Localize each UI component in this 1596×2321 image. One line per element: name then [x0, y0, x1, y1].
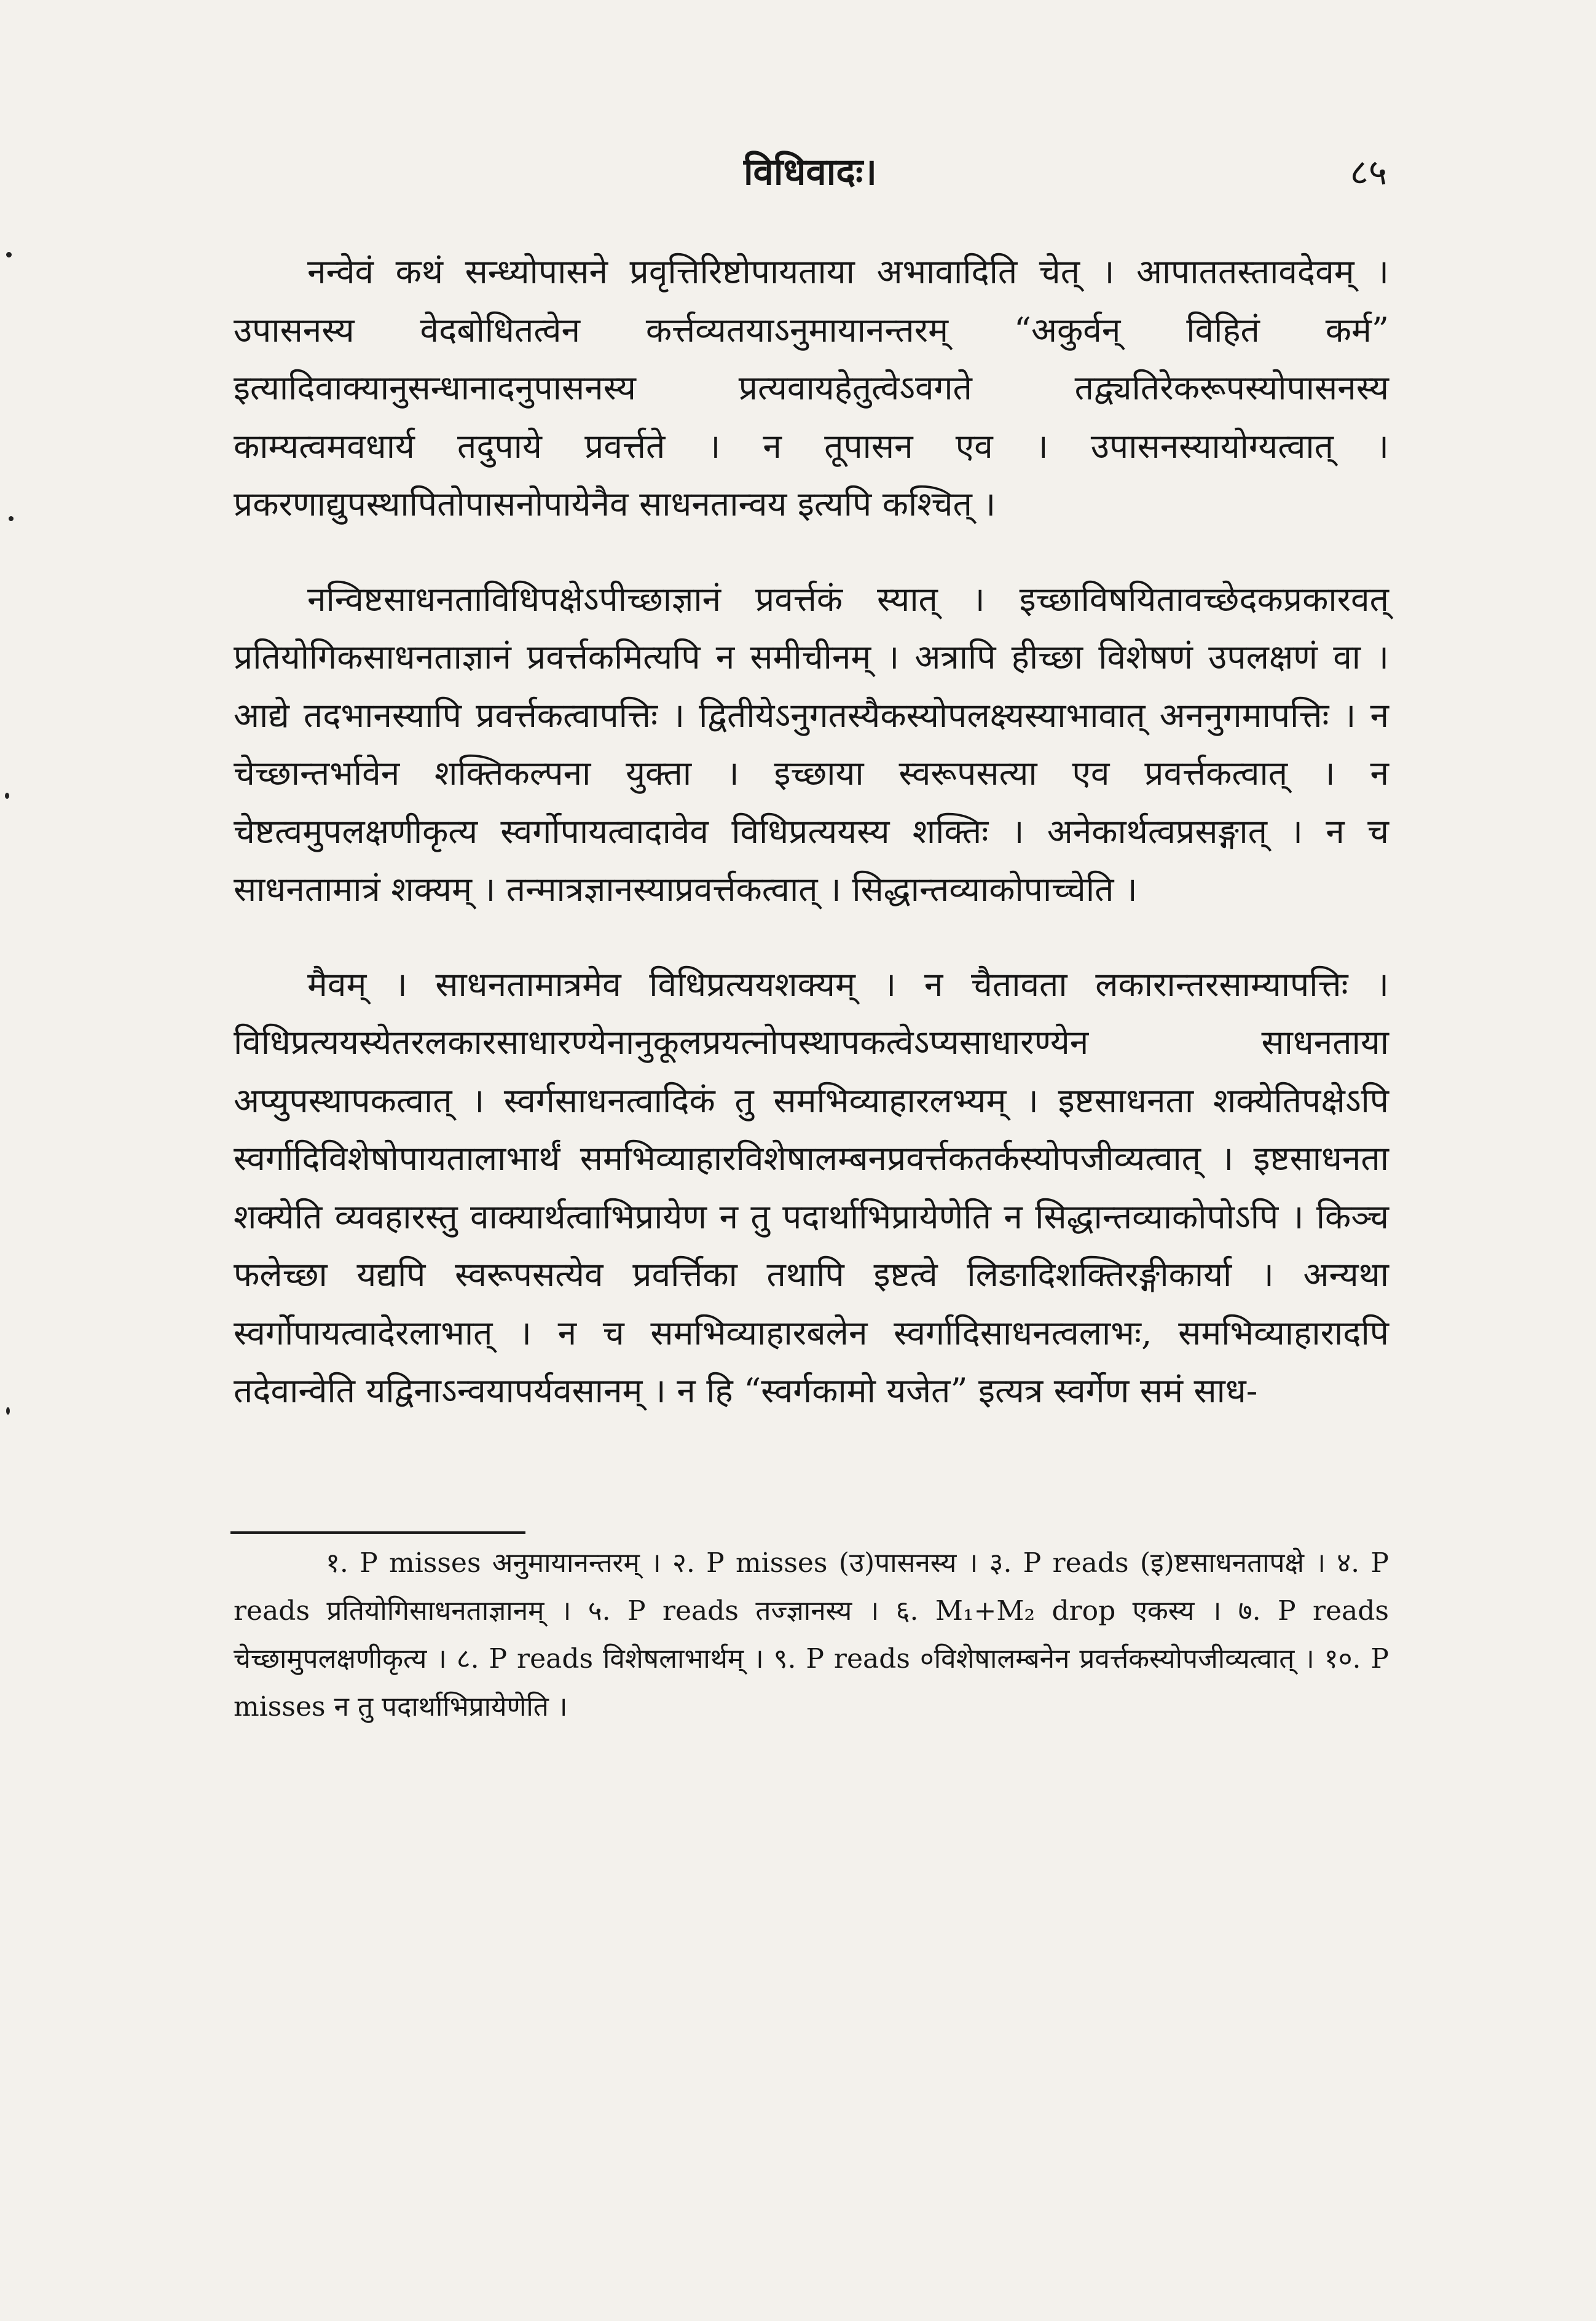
running-title: विधिवादः।	[744, 151, 877, 194]
margin-speck	[6, 1407, 10, 1415]
footnote-text: १. P misses अनुमायानन्तरम् । २. P misses (उ)पासनस्य । ३. P reads (इ)ष्टसाधनतापक्षे । ४. P reads प्रतियोगिसाधनताज्ञानम् । ५. P reads तज्ज्ञानस्य । ६. M₁+M₂ drop एकस्य । ७. P reads चेच्छामुपलक्षणीकृत्य । ८. P reads विशेषलाभार्थम् । ९. P reads ०विशेषालम्बनेन प्रवर्त्तकस्योपजीव्यत्वात् । १०. P misses न तु पदार्थाभिप्रायेणेति ।	[234, 1547, 1389, 1722]
paragraph-1: नन्वेवं कथं सन्ध्योपासने प्रवृत्तिरिष्टोपायताया अभावादिति चेत् । आपाततस्तावदेवम् । उपासनस्य वेदबोधितत्वेन कर्त्तव्यतयाऽनुमायानन्तरम् “अकुर्वन् विहितं कर्म” इत्यादिवाक्यानुसन्धानादनुपासनस्य प्रत्यवायहेतुत्वेऽवगते तद्व्यतिरेकरूपस्योपासनस्य काम्यत्वमवधार्य तदुपाये प्रवर्त्तते । न तूपासन एव । उपासनस्यायोग्यत्वात् । प्रकरणाद्युपस्थापितोपासनोपायेनैव साधनतान्वय इत्यपि कश्चित् ।	[234, 252, 1389, 524]
main-text	[234, 243, 1389, 1457]
footnote-rule	[230, 1531, 525, 1534]
margin-speck	[9, 516, 14, 521]
paragraph-3: मैवम् । साधनतामात्रमेव विधिप्रत्ययशक्यम् । न चैतावता लकारान्तरसाम्यापत्तिः । विधिप्रत्ययस्येतरलकारसाधारण्येनानुकूलप्रयत्नोपस्थापकत्वेऽप्यसाधारण्येन साधनताया अप्युपस्थापकत्वात् । स्वर्गसाधनत्वादिकं तु समभिव्याहारलभ्यम् । इष्टसाधनता शक्येतिपक्षेऽपि स्वर्गादिविशेषोपायतालाभार्थं समभिव्याहारविशेषालम्बनप्रवर्त्तकतर्कस्योपजीव्यत्वात् । इष्टसाधनता शक्येति व्यवहारस्तु वाक्यार्थत्वाभिप्रायेण न तु पदार्थाभिप्रायेणेति न सिद्धान्तव्याकोपोऽपि । किञ्च फलेच्छा यद्यपि स्वरूपसत्येव प्रवर्त्तिका तथापि इष्टत्वे लिङादिशक्तिरङ्गीकार्या । अन्यथा स्वर्गोपायत्वादेरलाभात् । न च समभिव्याहारबलेन स्वर्गादिसाधनत्वलाभः, समभिव्याहारादपि तदेवान्वेति यद्विनाऽन्वयापर्यवसानम् । न हि “स्वर्गकामो यजेत” इत्यत्र स्वर्गेण समं साध-	[234, 964, 1389, 1410]
margin-speck	[6, 252, 12, 257]
paragraph-2: नन्विष्टसाधनताविधिपक्षेऽपीच्छाज्ञानं प्रवर्त्तकं स्यात् । इच्छाविषयितावच्छेदकप्रकारवत् प्रतियोगिकसाधनताज्ञानं प्रवर्त्तकमित्यपि न समीचीनम् । अत्रापि हीच्छा विशेषणं उपलक्षणं वा । आद्ये तदभानस्यापि प्रवर्त्तकत्वापत्तिः । द्वितीयेऽनुगतस्यैकस्योपलक्ष्यस्याभावात् अननुगमापत्तिः । न चेच्छान्तर्भावेन शक्तिकल्पना युक्ता । इच्छाया स्वरूपसत्या एव प्रवर्त्तकत्वात् । न चेष्टत्वमुपलक्षणीकृत्य स्वर्गोपायत्वादावेव विधिप्रत्ययस्य शक्तिः । अनेकार्थत्वप्रसङ्गात् । न च साधनतामात्रं शक्यम् । तन्मात्रज्ञानस्याप्रवर्त्तकत्वात् । सिद्धान्तव्याकोपाच्चेति ।	[234, 579, 1389, 909]
margin-speck	[5, 793, 9, 799]
page-number: ८५	[1350, 151, 1387, 193]
footnotes	[234, 1539, 1389, 1731]
page-header	[234, 144, 1387, 200]
